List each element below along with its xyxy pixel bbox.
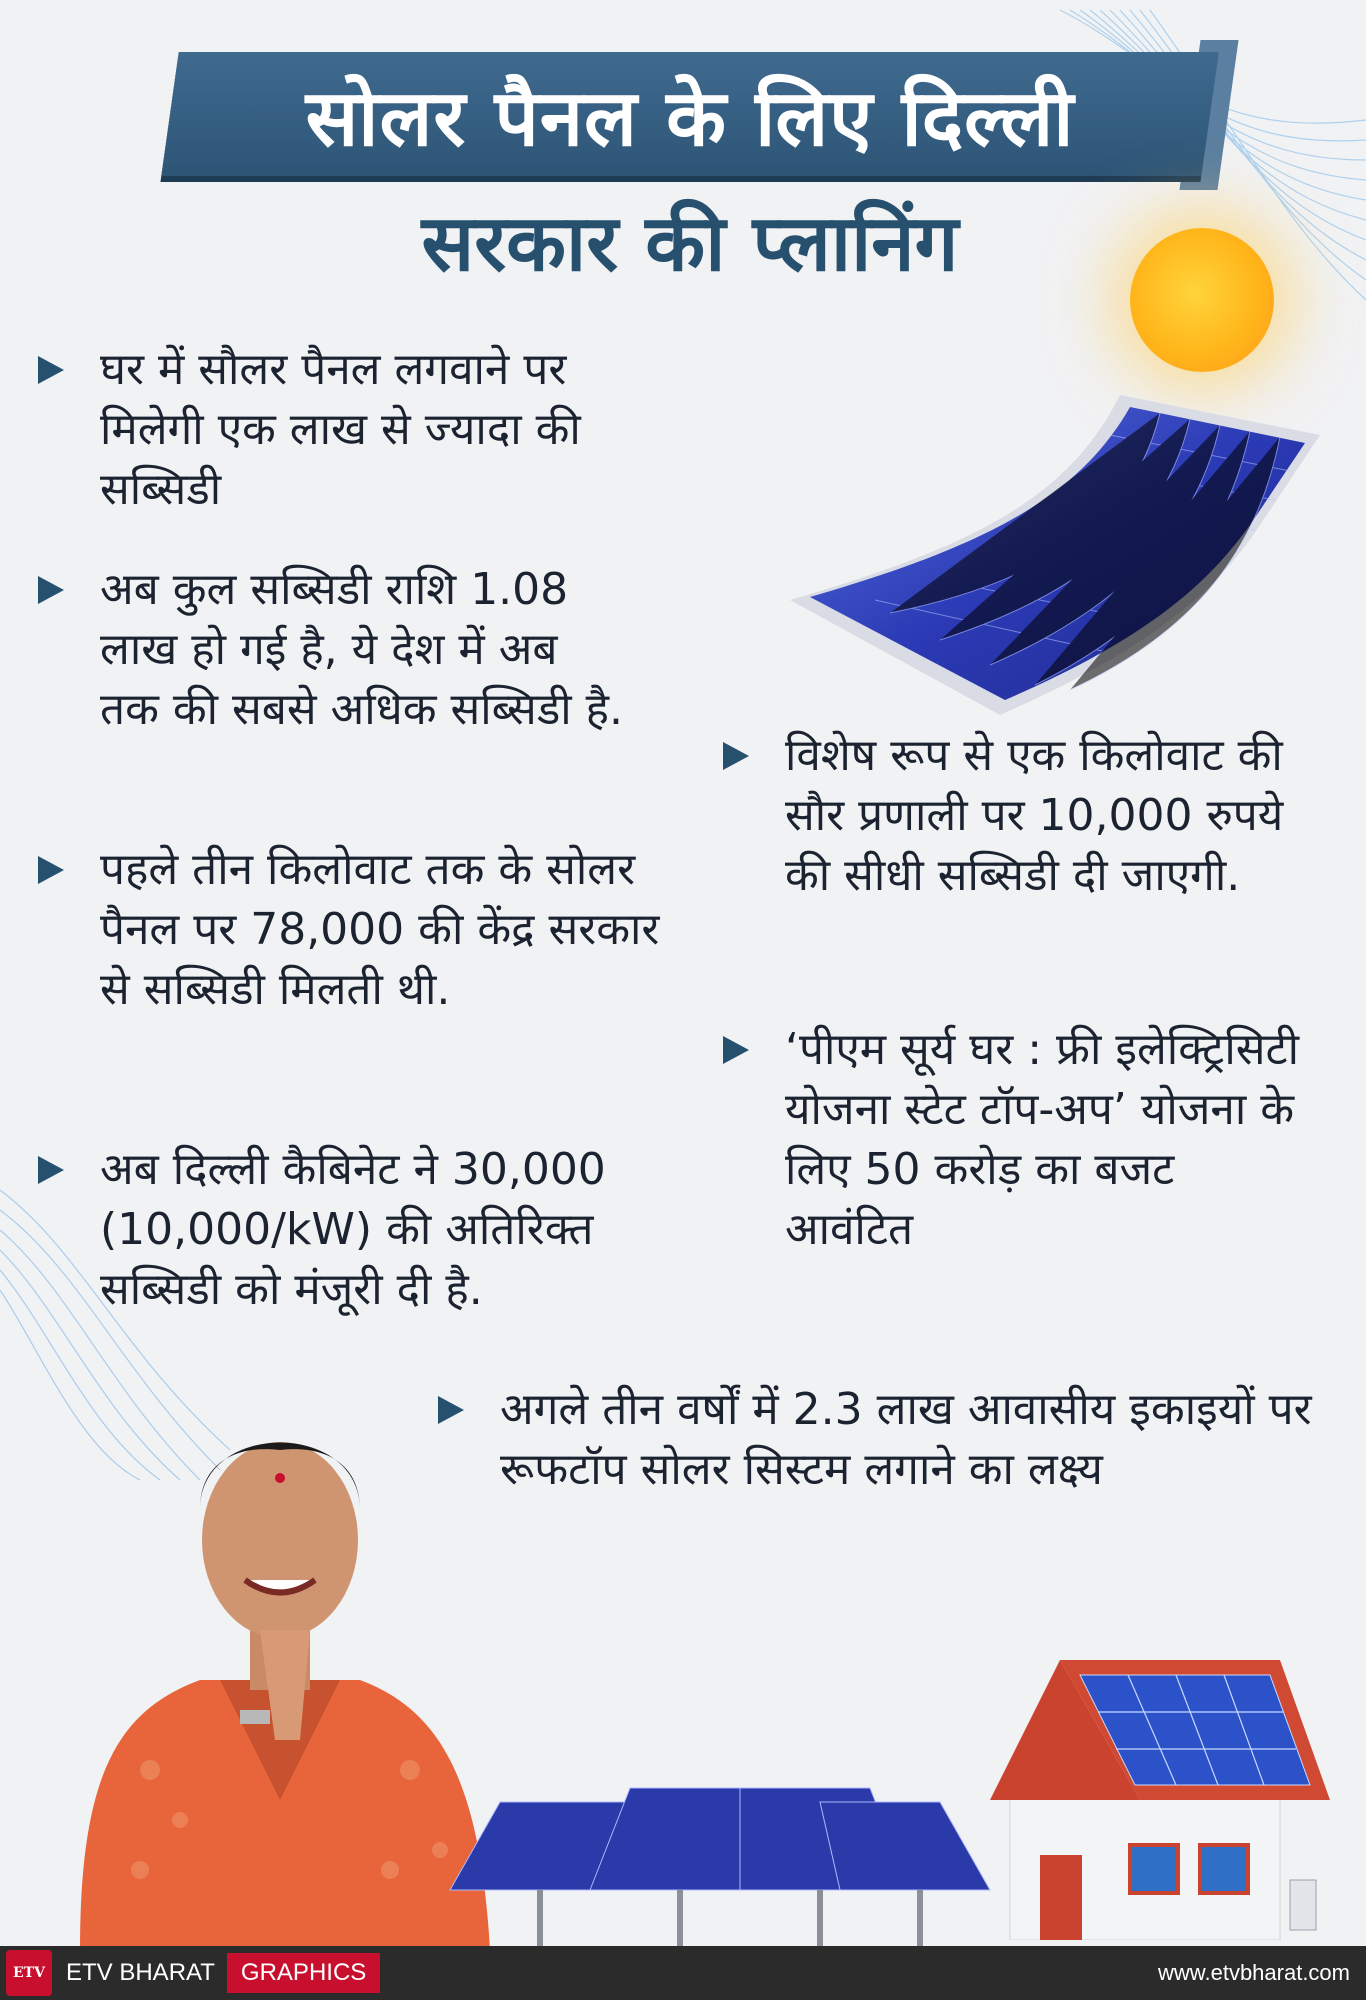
bullet-arrow-icon <box>38 356 64 384</box>
bullet-text: अब कुल सब्सिडी राशि 1.08 लाख हो गई है, ये देश में अब तक की सबसे अधिक सब्सिडी है. <box>100 564 623 735</box>
bullet-text: घर में सौलर पैनल लगवाने पर मिलेगी एक लाख से ज्यादा की सब्सिडी <box>100 344 581 515</box>
bullet-arrow-icon <box>38 856 64 884</box>
bullet-right-1 <box>785 726 1305 906</box>
ground-solar-panels <box>440 1780 1000 1946</box>
bullet-arrow-icon <box>723 1036 749 1064</box>
page-title-line-2: सरकार की प्लानिंग <box>421 199 959 289</box>
page-title-line-1: सोलर पैनल के लिए दिल्ली <box>305 74 1075 164</box>
bullet-text: पहले तीन किलोवाट तक के सोलर पैनल पर 78,000 की केंद्र सरकार से सब्सिडी मिलती थी. <box>100 844 660 1015</box>
bullet-text: विशेष रूप से एक किलोवाट की सौर प्रणाली पर 10,000 रुपये की सीधी सब्सिडी दी जाएगी. <box>785 730 1284 901</box>
footer-graphics-label: GRAPHICS <box>227 1953 380 1993</box>
bullet-left-2 <box>100 560 630 740</box>
bullet-text: अब दिल्ली कैबिनेट ने 30,000 (10,000/kW) की अतिरिक्त सब्सिडी को मंजूरी दी है. <box>100 1144 606 1315</box>
bullet-text: ‘पीएम सूर्य घर : फ्री इलेक्ट्रिसिटी योजना स्टेट टॉप-अप’ योजना के लिए 50 करोड़ का बजट आवंटित <box>785 1024 1300 1255</box>
bullet-arrow-icon <box>38 1156 64 1184</box>
sun-icon <box>1130 228 1274 372</box>
bullet-left-4 <box>100 1140 680 1320</box>
etv-logo: ETV <box>6 1950 52 1996</box>
house-with-solar-roof <box>950 1640 1350 1940</box>
solar-panel-illustration <box>780 385 1320 715</box>
bullet-bottom <box>500 1380 1320 1500</box>
bullet-arrow-icon <box>38 576 64 604</box>
bullet-right-2 <box>785 1020 1305 1260</box>
footer-brand: ETV BHARAT <box>66 1959 215 1986</box>
footer-url[interactable]: www.etvbharat.com <box>1158 1960 1350 1985</box>
bullet-text: अगले तीन वर्षों में 2.3 लाख आवासीय इकाइयों पर रूफटॉप सोलर सिस्टम लगाने का लक्ष्य <box>500 1384 1312 1495</box>
bullet-arrow-icon <box>723 742 749 770</box>
person-photo <box>60 1350 500 1950</box>
footer-bar <box>0 1946 1366 2000</box>
bullet-left-3 <box>100 840 660 1020</box>
bullet-left-1 <box>100 340 680 520</box>
